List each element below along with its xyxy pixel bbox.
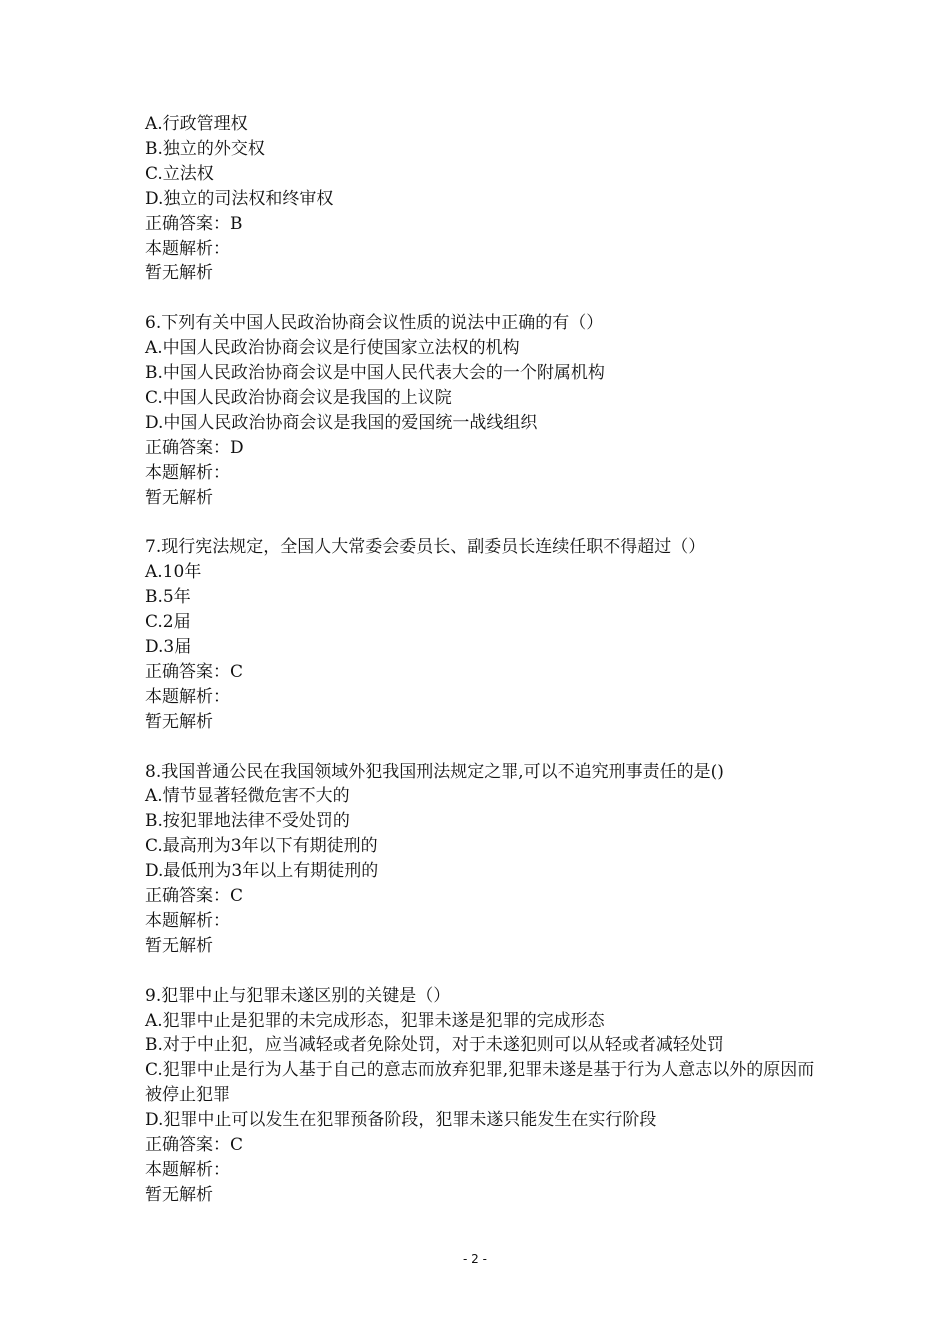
correct-answer: 正确答案：B (145, 213, 243, 234)
question-block-9 (145, 984, 825, 1208)
option-c: C.最高刑为3年以下有期徒刑的 (145, 836, 378, 857)
page-content (145, 112, 825, 1208)
correct-answer: 正确答案：C (145, 661, 244, 682)
spacer (145, 735, 825, 760)
correct-answer: 正确答案：C (145, 1135, 244, 1156)
option-b: B.中国人民政治协商会议是中国人民代表大会的一个附属机构 (145, 363, 605, 384)
analysis-text: 暂无解析 (145, 711, 213, 732)
question-block-8 (145, 760, 825, 959)
option-a: A.中国人民政治协商会议是行使国家立法权的机构 (145, 338, 520, 359)
option-b: B.按犯罪地法律不受处罚的 (145, 811, 350, 832)
option-a: A.10年 (145, 562, 202, 583)
analysis-text: 暂无解析 (145, 263, 213, 284)
analysis-text: 暂无解析 (145, 935, 213, 956)
question-text: 8.我国普通公民在我国领域外犯我国刑法规定之罪,可以不追究刑事责任的是() (145, 761, 724, 782)
option-a: A.情节显著轻微危害不大的 (145, 786, 350, 807)
option-b: B.对于中止犯，应当减轻或者免除处罚，对于未遂犯则可以从轻或者减轻处罚 (145, 1035, 724, 1056)
option-c: C.立法权 (145, 163, 214, 184)
analysis-text: 暂无解析 (145, 487, 213, 508)
question-text: 7.现行宪法规定，全国人大常委会委员长、副委员长连续任职不得超过（） (145, 537, 706, 558)
option-a: A.犯罪中止是犯罪的未完成形态，犯罪未遂是犯罪的完成形态 (145, 1010, 605, 1031)
analysis-text: 暂无解析 (145, 1184, 213, 1205)
analysis-label: 本题解析： (145, 462, 230, 483)
analysis-label: 本题解析： (145, 1160, 230, 1180)
spacer (145, 286, 825, 311)
question-block-6 (145, 311, 825, 510)
option-c: C.犯罪中止是行为人基于自己的意志而放弃犯罪,犯罪未遂是基于行为人意志以外的原因而被停止犯罪 (145, 1060, 815, 1106)
analysis-label: 本题解析： (145, 238, 230, 259)
option-d: D.独立的司法权和终审权 (145, 188, 334, 209)
question-block-7 (145, 535, 825, 734)
question-text: 6.下列有关中国人民政治协商会议性质的说法中正确的有（） (145, 313, 604, 334)
analysis-label: 本题解析： (145, 686, 230, 707)
option-d: D.3届 (145, 637, 192, 657)
option-d: D.中国人民政治协商会议是我国的爱国统一战线组织 (145, 412, 538, 433)
analysis-label: 本题解析： (145, 910, 230, 931)
option-a: A.行政管理权 (145, 114, 248, 134)
correct-answer: 正确答案：C (145, 886, 244, 907)
spacer (145, 510, 825, 535)
option-d: D.犯罪中止可以发生在犯罪预备阶段，犯罪未遂只能发生在实行阶段 (145, 1110, 657, 1131)
option-c: C.中国人民政治协商会议是我国的上议院 (145, 387, 452, 408)
option-b: B.5年 (145, 587, 191, 608)
spacer (145, 959, 825, 984)
page-number: - 2 - (463, 1252, 487, 1266)
option-d: D.最低刑为3年以上有期徒刑的 (145, 861, 379, 882)
correct-answer: 正确答案：D (145, 437, 244, 458)
question-text: 9.犯罪中止与犯罪未遂区别的关键是（） (145, 985, 451, 1006)
option-b: B.独立的外交权 (145, 138, 265, 159)
question-block-5-tail (145, 112, 825, 286)
option-c: C.2届 (145, 612, 191, 633)
